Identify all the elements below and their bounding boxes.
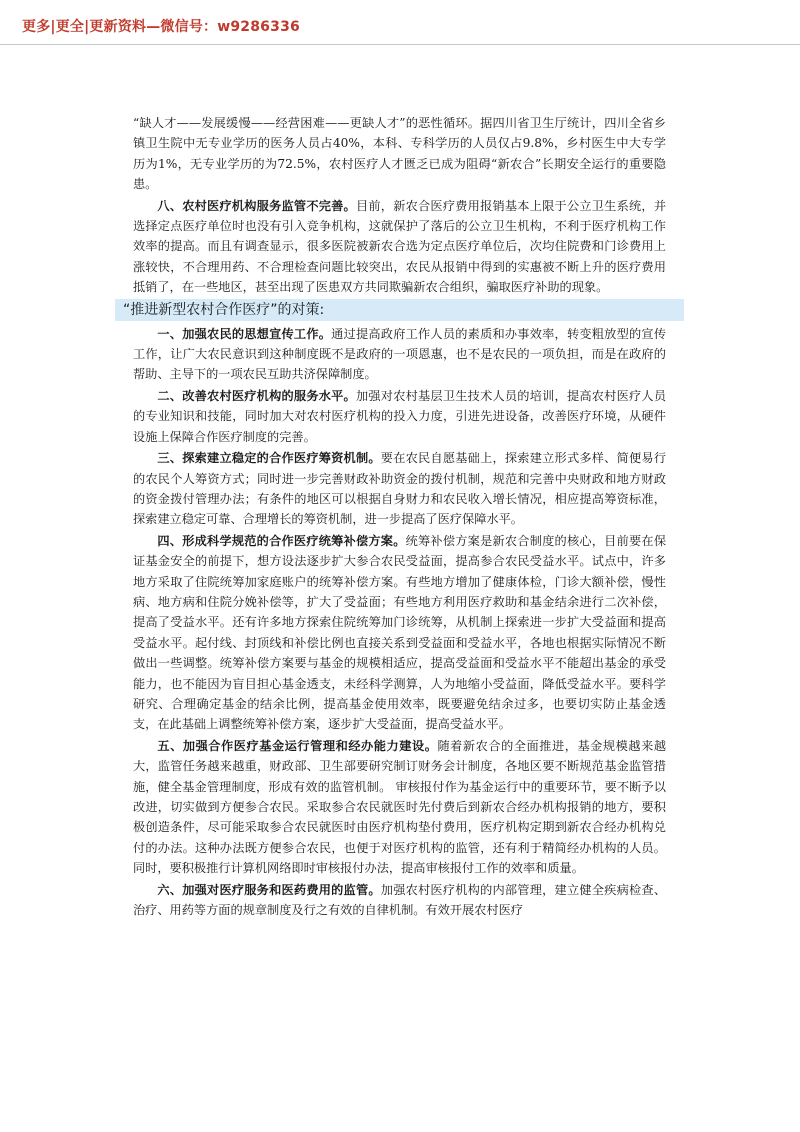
paragraph-measure-6	[133, 880, 666, 921]
paragraph-body: “缺人才——发展缓慢——经营困难——更缺人才”的恶性循环。据四川省卫生厅统计，四川全省乡镇卫生院中无专业学历的医务人员占40%，本科、专科学历的人员仅占9.8%，乡村医生中大专学历为1%，无专业学历的为72.5%，农村医疗人才匮乏已成为阻碍“新农合”长期安全运行的重要隐患。	[133, 116, 666, 192]
paragraph-talent-shortage	[133, 113, 666, 195]
paragraph-body: 目前，新农合医疗费用报销基本上限于公立卫生系统，并选择定点医疗单位时也没有引入竞争机构，这就保护了落后的公立卫生机构，不利于医疗机构工作效率的提高。而且有调查显示，很多医院被新农合选为定点医疗单位后，次均住院费和门诊费用上涨较快，不合理用药、不合理检查问题比较突出，农民从报销中得到的实惠被不断上升的医疗费用抵销了，在一些地区，甚至出现了医患双方共同欺骗新农合组织，骗取医疗补助的现象。	[133, 198, 667, 295]
paragraph-problem-8	[133, 196, 666, 298]
paragraph-body: 统筹补偿方案是新农合制度的核心，目前要在保证基金安全的前提下，想方设法逐步扩大参合农民受益面，提高参合农民受益水平。试点中，许多地方采取了住院统筹加家庭账户的统筹补偿方案。有些地方增加了健康体检，门诊大额补偿，慢性病、地方病和住院分娩补偿等，扩大了受益面；有些地方利用医疗救助和基金结余进行二次补偿，提高了受益水平。还有许多地方探索住院统筹加门诊统筹，从机制上探索进一步扩大受益面和提高受益水平。起付线、封顶线和补偿比例也直接关系到受益面和受益水平，各地也根据实际情况不断做出一些调整。统筹补偿方案要与基金的规模相适应，提高受益面和受益水平不能超出基金的承受能力，也不能因为盲目担心基金透支，未经科学测算，人为地缩小受益面，降低受益水平。要科学研究、合理确定基金的结余比例，提高基金使用效率，既要避免结余过多，也要切实防止基金透支，在此基础上调整统筹补偿方案，逐步扩大受益面，提高受益水平。	[133, 533, 667, 732]
paragraph-title: 五、加强合作医疗基金运行管理和经办能力建设。	[157, 738, 438, 753]
paragraph-body: 要在农民自愿基础上，探索建立形式多样、简便易行的农民个人筹资方式；同时进一步完善财政补助资金的拨付机制，规范和完善中央财政和地方财政的资金拨付管理办法；有条件的地区可以根据自身财力和农民收入增长情况，相应提高筹资标准，探索建立稳定可靠、合理增长的筹资机制，进一步提高了医疗保障水平。	[133, 451, 667, 527]
section-heading-countermeasures: “推进新型农村合作医疗”的对策:	[115, 299, 684, 321]
paragraph-title: 六、加强对医疗服务和医药费用的监管。	[157, 882, 381, 897]
paragraph-measure-1	[133, 324, 666, 385]
paragraph-measure-4	[133, 531, 666, 735]
paragraph-body: 通过提高政府工作人员的素质和办事效率，转变粗放型的宣传工作，让广大农民意识到这种制度既不是政府的一项恩惠，也不是农民的一项负担，而是在政府的帮助、主导下的一项农民互助共济保障制度。	[133, 326, 667, 382]
paragraph-title: 二、改善农村医疗机构的服务水平。	[157, 388, 356, 403]
banner-divider	[0, 44, 800, 45]
paragraph-title: 三、探索建立稳定的合作医疗筹资机制。	[157, 451, 381, 466]
paragraph-title: 一、加强农民的思想宣传工作。	[157, 326, 332, 341]
paragraph-measure-2	[133, 386, 666, 447]
paragraph-measure-5	[133, 736, 666, 879]
paragraph-body: 随着新农合的全面推进，基金规模越来越大，监管任务越来越重，财政部、卫生部要研究制订财务会计制度，各地区要不断规范基金监管措施，健全基金管理制度，形成有效的监管机制。 审核报付作为基金运行中的重要环节，要不断予以改进，切实做到方便参合农民。采取参合农民就医时先付费后到新农合经办机构报销的地方，要积极创造条件，尽可能采取参合农民就医时由医疗机构垫付费用，医疗机构定期到新农合经办机构兑付的办法。这种办法既方便参合农民，也便于对医疗机构的监管，还有利于精简经办机构的人员。同时，要积极推行计算机网络即时审核报付办法，提高审核报付工作的效率和质量。	[133, 738, 667, 876]
paragraph-title: 八、农村医疗机构服务监管不完善。	[157, 198, 356, 213]
document-body	[123, 113, 667, 921]
paragraph-title: 四、形成科学规范的合作医疗统筹补偿方案。	[157, 533, 406, 548]
paragraph-body: 加强对农村基层卫生技术人员的培训，提高农村医疗人员的专业知识和技能，同时加大对农村医疗机构的投入力度，引进先进设备，改善医疗环境，从硬件设施上保障合作医疗制度的完善。	[133, 388, 667, 444]
paragraph-body: 加强农村医疗机构的内部管理，建立健全疾病检查、治疗、用药等方面的规章制度及行之有效的自律机制。有效开展农村医疗	[133, 882, 667, 918]
paragraph-measure-3	[133, 448, 666, 530]
wechat-promo-banner: 更多|更全|更新资料—微信号：w9286336	[22, 19, 300, 35]
